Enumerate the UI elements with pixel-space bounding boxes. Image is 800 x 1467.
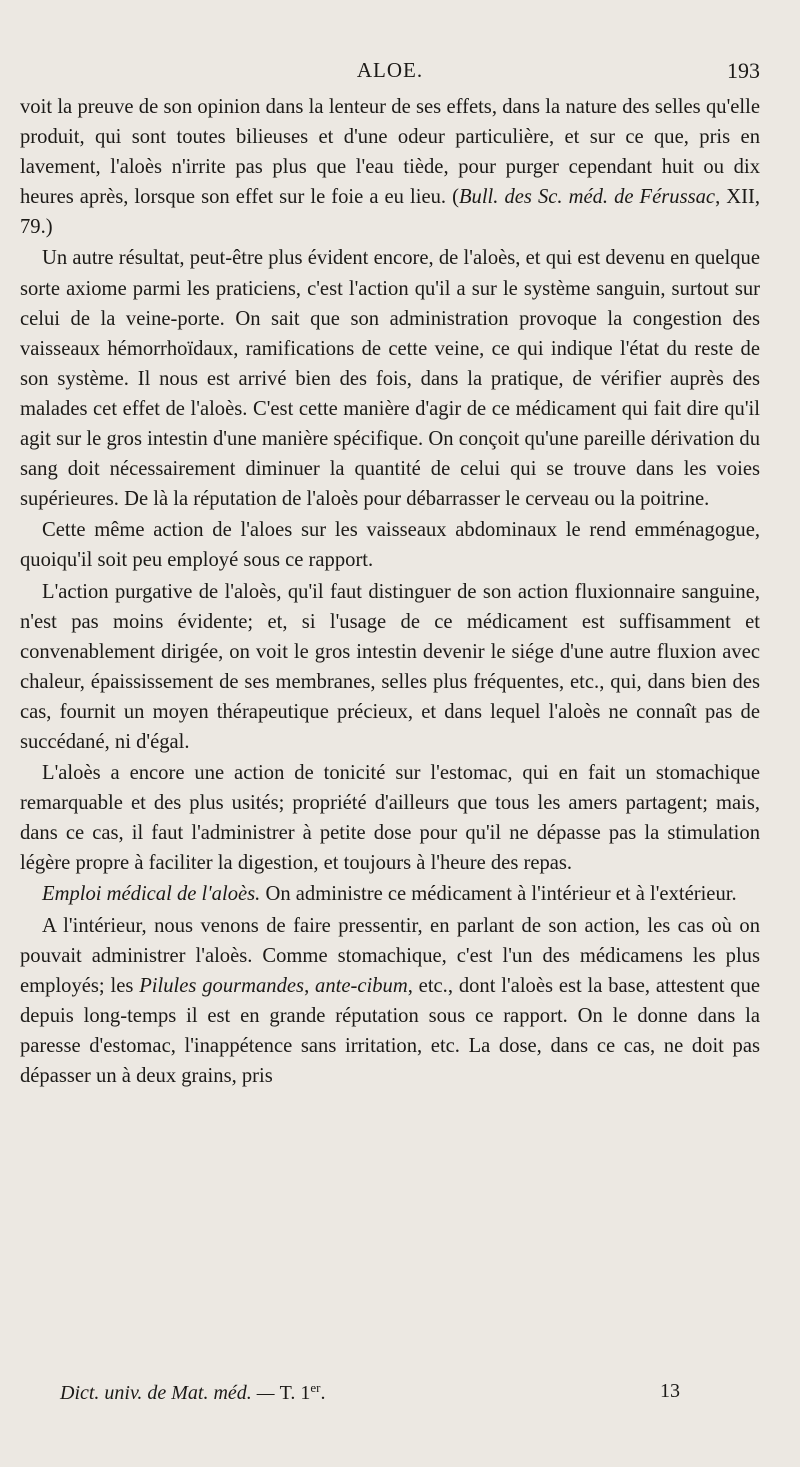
footer-line — [20, 1380, 760, 1410]
paragraph — [20, 243, 760, 514]
italic-text: Pilules gourmandes — [139, 974, 305, 997]
paragraph — [20, 577, 760, 758]
paragraph-text: L'action purgative de l'aloès, qu'il faut distinguer de son action fluxionnaire sanguine, n'est pas moins évidente; et, si l'usage de ce médicament est suffisamment et convenablement dirigée, on voit le gros intestin devenir le siége d'une autre fluxion avec chaleur, épaississement de ses membranes, selles plus fréquentes, etc., qui, dans bien des cas, fournit un moyen thérapeutique précieux, et dans lequel l'aloès ne connaît pas de succédané, ni d'égal. — [20, 580, 760, 753]
paragraph-text: A l'intérieur, nous venons de faire pressentir, en parlant de son action, les cas où on pouvait administrer l'aloès. Comme stomachique, c'est l'un des médicamens les plus employés; les — [20, 914, 760, 997]
paragraph — [20, 92, 760, 242]
paragraph-text: Un autre résultat, peut-être plus évident encore, de l'aloès, et qui est devenu en quelque sorte axiome parmi les praticiens, c'est l'action qu'il a sur le système sanguin, surtout sur celui de la veine-porte. On sait que son administration provoque la congestion des vaisseaux hémorrhoïdaux, ramifications de cette veine, ce qui indique l'état du reste de son système. Il nous est arrivé bien des fois, dans la pratique, de vérifier auprès des malades cet effet de l'aloès. C'est cette manière d'agir de ce médicament qui fait dire qu'il agit sur le gros intestin d'une manière spécifique. On conçoit qu'une pareille dérivation du sang doit nécessairement diminuer la quantité de celui qui se trouve dans les voies supérieures. De là la réputation de l'aloès pour débarrasser le cerveau ou la poitrine. — [20, 247, 760, 511]
paragraph — [20, 911, 760, 1092]
paragraph-text: , — [304, 974, 316, 997]
italic-text: Bull. des Sc. méd. de Férussac — [458, 186, 716, 209]
signature-title: Dict. univ. de Mat. méd. — — [60, 1382, 275, 1404]
italic-text: ante-cibum — [315, 974, 408, 997]
paragraph-text: , XII, 79.) — [20, 186, 760, 239]
paragraph-text: On administre ce médicament à l'intérieur et à l'extérieur. — [260, 883, 737, 906]
paragraph — [20, 879, 760, 909]
signature-superscript: er — [310, 1380, 321, 1395]
paragraph-text: L'aloès a encore une action de tonicité sur l'estomac, qui en fait un stomachique remarquable et des plus usités; propriété d'ailleurs que tous les amers partagent; mais, dans ce cas, il faut l'administrer à petite dose pour qu'il ne dépasse pas la stimulation légère propre à faciliter la digestion, et toujours à l'heure des repas. — [20, 762, 760, 875]
signature-tome: T. 1 — [279, 1382, 311, 1404]
page-number: 193 — [727, 58, 760, 83]
paragraph-text: Cette même action de l'aloes sur les vaisseaux abdominaux le rend emménagogue, quoiqu'il soit peu employé sous ce rapport. — [20, 519, 760, 572]
running-head — [20, 58, 760, 92]
paragraph-text: voit la preuve de son opinion dans la lenteur de ses effets, dans la nature des selles qu'elle produit, qui sont toutes bilieuses et d'une odeur particulière, et sur ce que, pris en lavement, l'aloès n'irrite pas plus que l'eau tiède, pour purger cependant huit ou dix heures après, lorsque son effet sur le foie a eu lieu. ( — [20, 96, 760, 209]
paragraph — [20, 515, 760, 575]
body-text — [20, 92, 760, 1092]
sheet-number: 13 — [660, 1380, 680, 1402]
paragraph — [20, 758, 760, 878]
italic-text: Emploi médical de l'aloès. — [42, 883, 261, 906]
paragraph-text: , etc., dont l'aloès est la base, attestent que depuis long-temps il est en grande réputation sous ce rapport. On le donne dans la paresse d'estomac, l'inappétence sans irritation, etc. La dose, dans ce cas, ne doit pas dépasser un à deux grains, pris — [20, 974, 761, 1087]
signature-period: . — [320, 1382, 326, 1404]
signature-mark — [60, 1380, 325, 1405]
running-title: ALOE. — [356, 58, 424, 82]
